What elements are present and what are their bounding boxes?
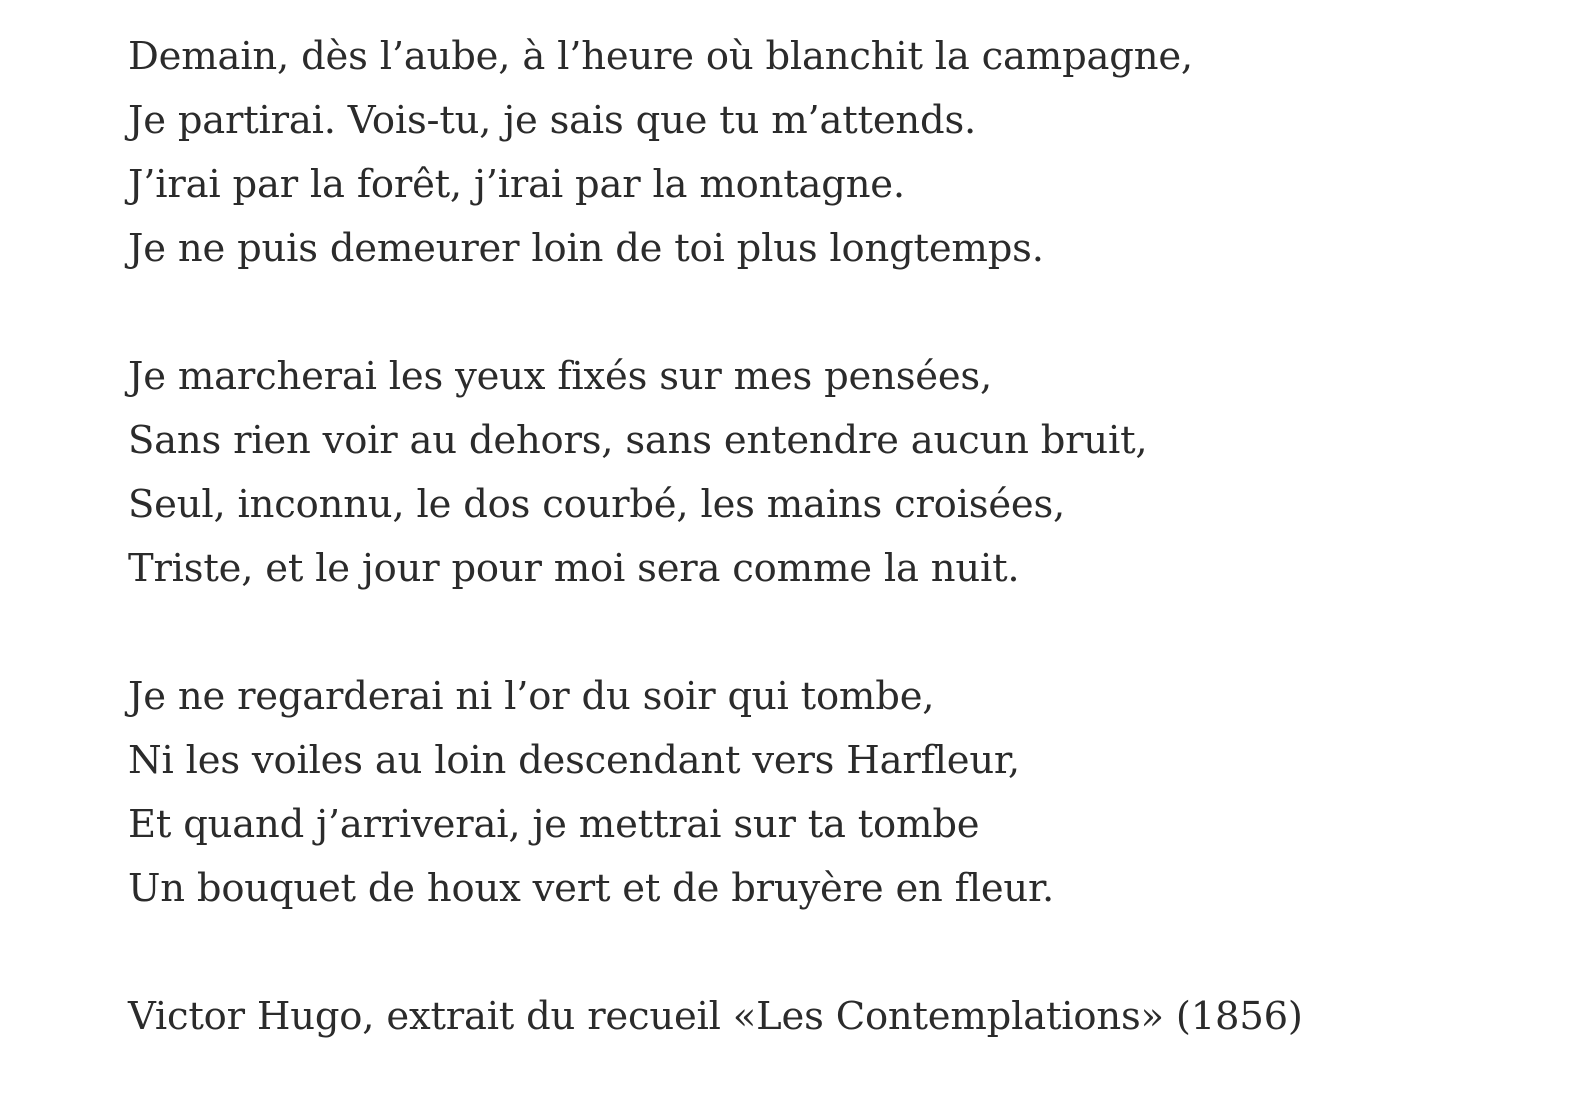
poem-line: Je ne regarderai ni l’or du soir qui tombe, [128,674,935,719]
poem-attribution: Victor Hugo, extrait du recueil «Les Contemplations» (1856) [128,994,1303,1039]
poem-line: Ni les voiles au loin descendant vers Harfleur, [128,738,1020,783]
poem-line: Demain, dès l’aube, à l’heure où blanchit la campagne, [128,34,1193,79]
poem-text [128,32,1428,1056]
poem-line: Triste, et le jour pour moi sera comme la nuit. [128,546,1020,591]
poem-line: Un bouquet de houx vert et de bruyère en fleur. [128,866,1055,911]
poem-line: Seul, inconnu, le dos courbé, les mains croisées, [128,482,1066,527]
poem-line: J’irai par la forêt, j’irai par la montagne. [128,162,905,207]
poem-line: Sans rien voir au dehors, sans entendre aucun bruit, [128,418,1148,463]
poem-line: Et quand j’arriverai, je mettrai sur ta tombe [128,802,980,847]
stanza-2 [128,352,1428,608]
poem-line: Je ne puis demeurer loin de toi plus longtemps. [128,226,1044,271]
stanza-1 [128,32,1428,288]
stanza-3 [128,672,1428,928]
poem-line: Je marcherai les yeux fixés sur mes pensées, [128,354,993,399]
poem-line: Je partirai. Vois-tu, je sais que tu m’attends. [128,98,977,143]
